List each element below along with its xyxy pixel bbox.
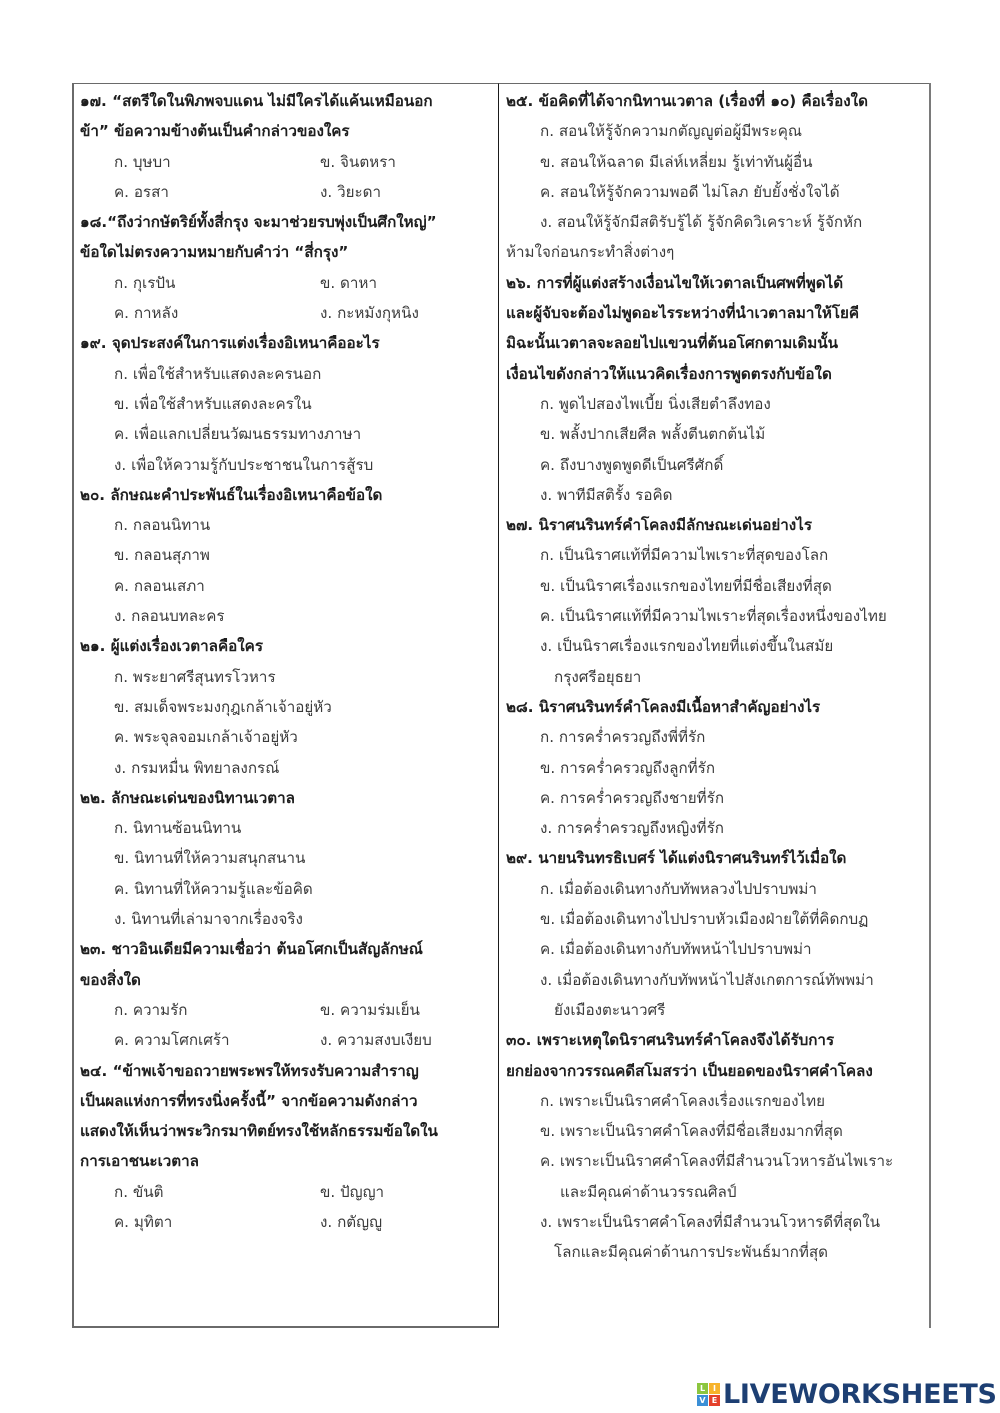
option-a[interactable]: ก. เมื่อต้องเดินทางกับทัพหลวงไปปราบพม่า bbox=[540, 879, 817, 898]
question-21 bbox=[80, 631, 496, 782]
option-d[interactable]: ง. เมื่อต้องเดินทางกับทัพหน้าไปสังเกตการณ์ทัพพม่า bbox=[540, 970, 874, 989]
logo-tile: L bbox=[697, 1383, 708, 1394]
question-text: ๒๐. ลักษณะคำประพันธ์ในเรื่องอิเหนาคือข้อใด bbox=[80, 485, 383, 504]
option-a[interactable]: ก. พูดไปสองไพเบี้ย นิ่งเสียตำลึงทอง bbox=[540, 394, 771, 413]
option-b[interactable]: ข. สอนให้ฉลาด มีเล่ห์เหลี่ยม รู้เท่าทันผู้อื่น bbox=[540, 152, 813, 171]
option-c[interactable]: ค. พระจุลจอมเกล้าเจ้าอยู่หัว bbox=[114, 728, 298, 747]
option-d-continuation: โลกและมีคุณค่าด้านการประพันธ์มากที่สุด bbox=[554, 1243, 829, 1262]
option-c[interactable]: ค. เป็นนิราศแท้ที่มีความไพเราะที่สุดเรื่องหนึ่งของไทย bbox=[540, 607, 887, 626]
option-d[interactable]: ง. กตัญญู bbox=[320, 1212, 383, 1231]
right-column bbox=[506, 86, 926, 1268]
option-c[interactable]: ค. เพราะเป็นนิราศคำโคลงที่มีสำนวนโวหารอันไพเราะ bbox=[540, 1152, 894, 1171]
option-d[interactable]: ง. เพื่อให้ความรู้กับประชาชนในการสู้รบ bbox=[114, 455, 374, 474]
question-28 bbox=[506, 692, 926, 843]
option-row bbox=[80, 177, 496, 207]
option-a[interactable]: ก. นิทานซ้อนนิทาน bbox=[114, 819, 242, 838]
option-d[interactable]: ง. ความสงบเงียบ bbox=[320, 1031, 432, 1050]
option-b[interactable]: ข. เพื่อใช้สำหรับแสดงละครใน bbox=[114, 394, 312, 413]
option-d[interactable]: ง. กรมหมื่น พิทยาลงกรณ์ bbox=[114, 758, 280, 777]
option-a[interactable]: ก. กุเรปัน bbox=[114, 273, 176, 292]
logo-text: LIVEWORKSHEETS bbox=[723, 1379, 997, 1410]
option-d[interactable]: ง. เพราะเป็นนิราศคำโคลงที่มีสำนวนโวหารดีที่สุดใน bbox=[540, 1212, 881, 1231]
option-c[interactable]: ค. มุทิตา bbox=[114, 1212, 173, 1231]
option-a[interactable]: ก. เป็นนิราศแท้ที่มีความไพเราะที่สุดของโลก bbox=[540, 546, 829, 565]
question-text: ๒๗. นิราศนรินทร์คำโคลงมีลักษณะเด่นอย่างไร bbox=[506, 516, 812, 535]
left-column bbox=[80, 86, 496, 1237]
question-22 bbox=[80, 783, 496, 934]
question-25 bbox=[506, 86, 926, 268]
question-23 bbox=[80, 934, 496, 1055]
question-24 bbox=[80, 1056, 496, 1238]
option-d[interactable]: ง. เป็นนิราศเรื่องแรกของไทยที่แต่งขึ้นในสมัย bbox=[540, 637, 834, 656]
option-c[interactable]: ค. นิทานที่ให้ความรู้และข้อคิด bbox=[114, 879, 313, 898]
option-c[interactable]: ค. ถึงบางพูดพูดดีเป็นศรีศักดิ์ bbox=[540, 455, 724, 474]
option-b[interactable]: ข. การคร่ำครวญถึงลูกที่รัก bbox=[540, 758, 716, 777]
option-d-continuation: ยังเมืองตะนาวศรี bbox=[554, 1000, 666, 1019]
question-26 bbox=[506, 268, 926, 510]
option-c[interactable]: ค. ความโศกเศร้า bbox=[114, 1031, 230, 1050]
question-text: ๑๙. จุดประสงค์ในการแต่งเรื่องอิเหนาคืออะไร bbox=[80, 334, 380, 353]
option-a[interactable]: ก. บุษบา bbox=[114, 152, 171, 171]
option-row bbox=[80, 147, 496, 177]
option-b[interactable]: ข. จินตหรา bbox=[320, 152, 396, 171]
question-30 bbox=[506, 1025, 926, 1267]
option-c[interactable]: ค. เพื่อแลกเปลี่ยนวัฒนธรรมทางภาษา bbox=[114, 425, 362, 444]
option-c[interactable]: ค. กลอนเสภา bbox=[114, 576, 205, 595]
option-d[interactable]: ง. สอนให้รู้จักมีสติรับรู้ได้ รู้จักคิดวิเคราะห์ รู้จักหัก bbox=[540, 213, 863, 232]
question-text: ๑๗. “สตรีใดในพิภพจบแดน ไม่มีใครได้แค้นเหมือนอก bbox=[80, 92, 433, 110]
option-b[interactable]: ข. ดาหา bbox=[320, 273, 377, 292]
question-text: ๒๖. การที่ผู้แต่งสร้างเงื่อนไขให้เวตาลเป็นศพที่พูดได้ bbox=[506, 273, 844, 292]
question-text: ๒๕. ข้อคิดที่ได้จากนิทานเวตาล (เรื่องที่ ๑๐) คือเรื่องใด bbox=[506, 92, 868, 110]
question-text: ๒๑. ผู้แต่งเรื่องเวตาลคือใคร bbox=[80, 637, 263, 656]
option-a[interactable]: ก. กลอนนิทาน bbox=[114, 516, 211, 535]
option-d[interactable]: ง. กลอนบทละคร bbox=[114, 607, 225, 626]
option-b[interactable]: ข. เมื่อต้องเดินทางไปปราบหัวเมืองฝ่ายใต้ที่คิดกบฏ bbox=[540, 910, 869, 929]
option-a[interactable]: ก. สอนให้รู้จักความกตัญญูต่อผู้มีพระคุณ bbox=[540, 122, 802, 141]
option-a[interactable]: ก. ขันติ bbox=[114, 1182, 164, 1201]
question-text: เงื่อนไขดังกล่าวให้แนวคิดเรื่องการพูดตรงกับข้อใด bbox=[506, 364, 832, 383]
option-d[interactable]: ง. การคร่ำครวญถึงหญิงที่รัก bbox=[540, 819, 724, 838]
question-text: ๒๓. ชาวอินเดียมีความเชื่อว่า ต้นอโศกเป็นสัญลักษณ์ bbox=[80, 940, 423, 959]
option-a[interactable]: ก. เพราะเป็นนิราศคำโคลงเรื่องแรกของไทย bbox=[540, 1091, 826, 1110]
question-29 bbox=[506, 843, 926, 1025]
option-b[interactable]: ข. เป็นนิราศเรื่องแรกของไทยที่มีชื่อเสียงที่สุด bbox=[540, 576, 832, 595]
question-27 bbox=[506, 510, 926, 692]
option-row bbox=[80, 1025, 496, 1055]
option-c[interactable]: ค. การคร่ำครวญถึงชายที่รัก bbox=[540, 788, 725, 807]
option-c[interactable]: ค. กาหลัง bbox=[114, 304, 179, 323]
option-a[interactable]: ก. การคร่ำครวญถึงพี่ที่รัก bbox=[540, 728, 706, 747]
question-20 bbox=[80, 480, 496, 631]
question-text: ของสิ่งใด bbox=[80, 970, 141, 989]
question-text: ข้อใดไม่ตรงความหมายกับคำว่า “สี่กรุง” bbox=[80, 243, 349, 262]
option-b[interactable]: ข. เพราะเป็นนิราศคำโคลงที่มีชื่อเสียงมากที่สุด bbox=[540, 1122, 843, 1141]
question-text: และผู้จับจะต้องไม่พูดอะไรระหว่างที่นำเวตาลมาให้โยคี bbox=[506, 304, 860, 323]
question-text: ข้า” ข้อความข้างต้นเป็นคำกล่าวของใคร bbox=[80, 122, 350, 141]
option-a[interactable]: ก. เพื่อใช้สำหรับแสดงละครนอก bbox=[114, 364, 322, 383]
option-b[interactable]: ข. ความร่มเย็น bbox=[320, 1000, 420, 1019]
question-text: แสดงให้เห็นว่าพระวิกรมาทิตย์ทรงใช้หลักธรรมข้อใดใน bbox=[80, 1122, 438, 1141]
question-17 bbox=[80, 86, 496, 207]
option-b[interactable]: ข. สมเด็จพระมงกุฎเกล้าเจ้าอยู่หัว bbox=[114, 697, 332, 716]
option-b[interactable]: ข. นิทานที่ให้ความสนุกสนาน bbox=[114, 849, 306, 868]
option-c[interactable]: ค. อรสา bbox=[114, 182, 169, 201]
option-row bbox=[80, 268, 496, 298]
option-c[interactable]: ค. สอนให้รู้จักความพอดี ไม่โลภ ยับยั้งชั่งใจได้ bbox=[540, 182, 840, 201]
option-b[interactable]: ข. ปัญญา bbox=[320, 1182, 385, 1201]
option-d[interactable]: ง. พาทีมีสติรั้ง รอคิด bbox=[540, 485, 673, 504]
logo-tiles-icon bbox=[697, 1383, 720, 1406]
logo-tile: E bbox=[709, 1395, 720, 1406]
logo-tile: V bbox=[697, 1395, 708, 1406]
question-18 bbox=[80, 207, 496, 328]
question-text: ๓๐. เพราะเหตุใดนิราศนรินทร์คำโคลงจึงได้รับการ bbox=[506, 1031, 835, 1050]
question-text: การเอาชนะเวตาล bbox=[80, 1152, 199, 1171]
option-d-continuation: กรุงศรีอยุธยา bbox=[554, 667, 642, 686]
liveworksheets-logo[interactable] bbox=[697, 1379, 997, 1410]
option-a[interactable]: ก. ความรัก bbox=[114, 1000, 188, 1019]
right-column-top-border bbox=[499, 83, 930, 84]
option-row bbox=[80, 1207, 496, 1237]
question-text: ๑๘.“ถึงว่ากษัตริย์ทั้งสี่กรุง จะมาช่วยรบพุ่งเป็นศึกใหญ่” bbox=[80, 213, 437, 232]
option-b[interactable]: ข. กลอนสุภาพ bbox=[114, 546, 210, 565]
option-row bbox=[80, 1177, 496, 1207]
option-d-continuation: ห้ามใจก่อนกระทำสิ่งต่างๆ bbox=[506, 243, 675, 262]
question-text: มิฉะนั้นเวตาลจะลอยไปแขวนที่ต้นอโศกตามเดิมนั้น bbox=[506, 334, 839, 353]
question-text: ยกย่องจากวรรณคดีสโมสรว่า เป็นยอดของนิราศคำโคลง bbox=[506, 1061, 873, 1080]
option-a[interactable]: ก. พระยาศรีสุนทรโวหาร bbox=[114, 667, 276, 686]
question-text: ๒๙. นายนรินทรธิเบศร์ ได้แต่งนิราศนรินทร์ไว้เมื่อใด bbox=[506, 849, 847, 868]
option-b[interactable]: ข. พลั้งปากเสียศีล พลั้งตีนตกต้นไม้ bbox=[540, 425, 766, 444]
option-d[interactable]: ง. นิทานที่เล่ามาจากเรื่องจริง bbox=[114, 910, 303, 929]
question-19 bbox=[80, 328, 496, 479]
logo-tile: I bbox=[709, 1383, 720, 1394]
question-text: ๒๘. นิราศนรินทร์คำโคลงมีเนื้อหาสำคัญอย่างไร bbox=[506, 697, 821, 716]
option-row bbox=[80, 298, 496, 328]
option-d[interactable]: ง. วิยะดา bbox=[320, 182, 382, 201]
option-row bbox=[80, 995, 496, 1025]
question-text: เป็นผลแห่งการที่ทรงนิ่งครั้งนี้” จากข้อความดังกล่าว bbox=[80, 1091, 418, 1110]
option-c[interactable]: ค. เมื่อต้องเดินทางกับทัพหน้าไปปราบพม่า bbox=[540, 940, 812, 959]
question-text: ๒๔. “ข้าพเจ้าขอถวายพระพรให้ทรงรับความสำราญ bbox=[80, 1061, 419, 1080]
right-column-right-border bbox=[929, 83, 931, 1328]
question-text: ๒๒. ลักษณะเด่นของนิทานเวตาล bbox=[80, 788, 295, 807]
option-d[interactable]: ง. กะหมังกุหนิง bbox=[320, 304, 419, 323]
option-c-continuation: และมีคุณค่าด้านวรรณศิลป์ bbox=[560, 1182, 737, 1201]
